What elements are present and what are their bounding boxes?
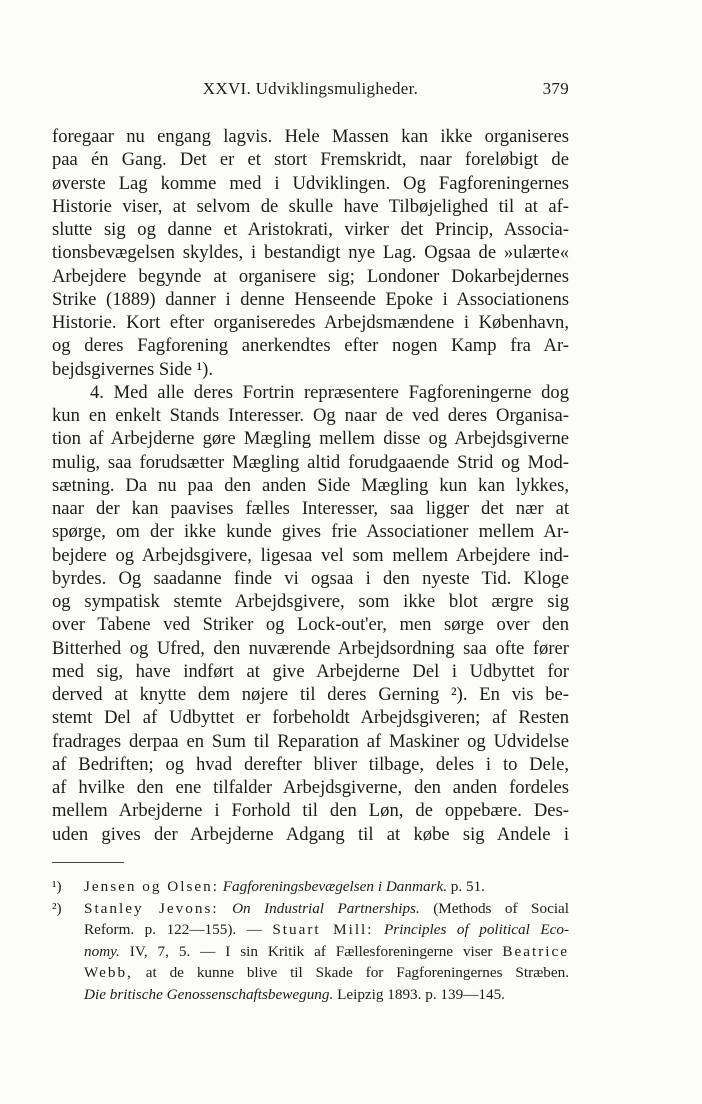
text-line: uden gives der Arbejderne Adgang til at købe sig Andele i (52, 823, 569, 845)
text-line: med sig, have indført at give Arbejderne Del i Udbyttet for (52, 660, 569, 682)
text-line: og deres Fagforening anerkendtes efter nogen Kamp fra Ar- (52, 335, 569, 357)
footnote-text: Leipzig 1893. p. 139—145. (333, 985, 505, 1003)
footnote-text: at de kunne blive til Skade for Fagforeningernes Stræben. (132, 964, 569, 982)
footnote-title: nomy. (84, 942, 120, 960)
footnotes (52, 876, 569, 1006)
footnote-author: Jensen og Olsen: (84, 878, 219, 895)
text-line: sætning. Da nu paa den anden Side Mægling kun kan lykkes, (52, 474, 569, 496)
text-line: af Bedriften; og hvad derefter bliver tilbage, deles i to Dele, (52, 753, 569, 775)
footnote-2 (52, 898, 569, 920)
text-line: og sympatisk stemte Arbejdsgivere, som ikke blot ærgre sig (52, 591, 569, 612)
footnote-author: Beatrice (502, 942, 569, 960)
footnote-text: (Methods of Social (419, 899, 569, 917)
text-line: byrdes. Og saadanne finde vi ogsaa i den nyeste Tid. Kloge (52, 567, 569, 589)
text-line: naar der kan paavises fælles Interesser, saa ligger det nær at (52, 498, 569, 519)
text-line: Strike (1889) danner i denne Henseende Epoke i Associationens (52, 288, 569, 310)
footnote-text: Reform. p. 122—155). — (84, 921, 273, 939)
text-line: kun en enkelt Stands Interesser. Og naar de ved deres Organisa- (52, 405, 569, 426)
text-line: over Tabene ved Striker og Lock-out'er, men sørge over den (52, 614, 569, 636)
footnote-title: On Industrial Partnerships. (232, 899, 420, 917)
footnote-1 (52, 876, 569, 898)
footnote-2-line (52, 962, 569, 984)
footnote-title: Die britische Genossenschaftsbewegung. (84, 985, 334, 1003)
text-line: øverste Lag komme med i Udviklingen. Og Fagforeningernes (52, 172, 569, 194)
text-line: Historie viser, at selvom de skulle have Tilbøjelighed til at af- (52, 195, 569, 217)
text-line: af hvilke den ene tilfalder Arbejdsgiverne, den anden fordeles (52, 777, 569, 798)
running-header (52, 79, 569, 101)
footnote-author: Stuart Mill: (272, 921, 374, 939)
body-text (52, 125, 569, 846)
text-line: fradrages derpaa en Sum til Reparation af Maskiner og Udvidelse (52, 730, 569, 752)
text-line: tionsbevægelsen skyldes, i bestandigt nye Lag. Ogsaa de »ulærte« (52, 242, 569, 264)
footnote-author: Webb, (84, 964, 133, 982)
text-line: spørge, om der ikke kunde gives frie Associationer mellem Ar- (52, 521, 569, 543)
text-line: 4. Med alle deres Fortrin repræsentere Fagforeningerne dog (90, 381, 569, 403)
text-line: paa én Gang. Det er et stort Fremskridt, naar foreløbigt de (52, 149, 569, 171)
page-number: 379 (542, 79, 569, 98)
text-line: bejdsgivernes Side ¹). (52, 358, 214, 380)
footnote-marker: ²) (52, 899, 62, 917)
text-line: foregaar nu engang lagvis. Hele Massen kan ikke organiseres (52, 126, 569, 147)
footnote-title: Principles of political Eco- (384, 921, 569, 939)
footnote-2-line (52, 919, 569, 941)
footnote-text: IV, 7, 5. — I sin Kritik af Fællesforeningerne viser (119, 942, 503, 960)
footnote-rule (52, 862, 124, 863)
text-line: derved at knytte dem nøjere til deres Gerning ²). En vis be- (52, 684, 569, 705)
footnote-2-line (52, 984, 569, 1006)
text-line: slutte sig og danne et Aristokrati, virker det Princip, Associa- (52, 219, 569, 240)
text-line: Historie. Kort efter organiseredes Arbejdsmændene i København, (52, 312, 569, 333)
text-line: tion af Arbejderne gøre Mægling mellem disse og Arbejdsgiverne (52, 428, 569, 450)
footnote-author: Stanley Jevons: (84, 899, 219, 917)
footnote-marker: ¹) (52, 878, 62, 895)
text-line: stemt Del af Udbyttet er forbeholdt Arbejdsgiveren; af Resten (52, 707, 569, 729)
text-line: mellem Arbejderne i Forhold til den Løn, de oppebære. Des- (52, 800, 569, 822)
footnote-2-line (52, 941, 569, 963)
footnote-title: Fagforeningsbevægelsen i Danmark. (222, 878, 447, 895)
text-line: Arbejdere begynde at organisere sig; Londoner Dokarbejdernes (52, 265, 569, 287)
text-line: mulig, saa forudsætter Mægling altid forudgaaende Strid og Mod- (52, 451, 569, 473)
text-line: Bitterhed og Ufred, den nuværende Arbejdsordning saa ofte fører (52, 637, 569, 659)
running-title: XXVI. Udviklingsmuligheder. (202, 79, 419, 98)
text-line: bejdere og Arbejdsgivere, ligesaa vel som mellem Arbejdere ind- (52, 544, 569, 566)
footnote-text: p. 51. (447, 878, 485, 895)
